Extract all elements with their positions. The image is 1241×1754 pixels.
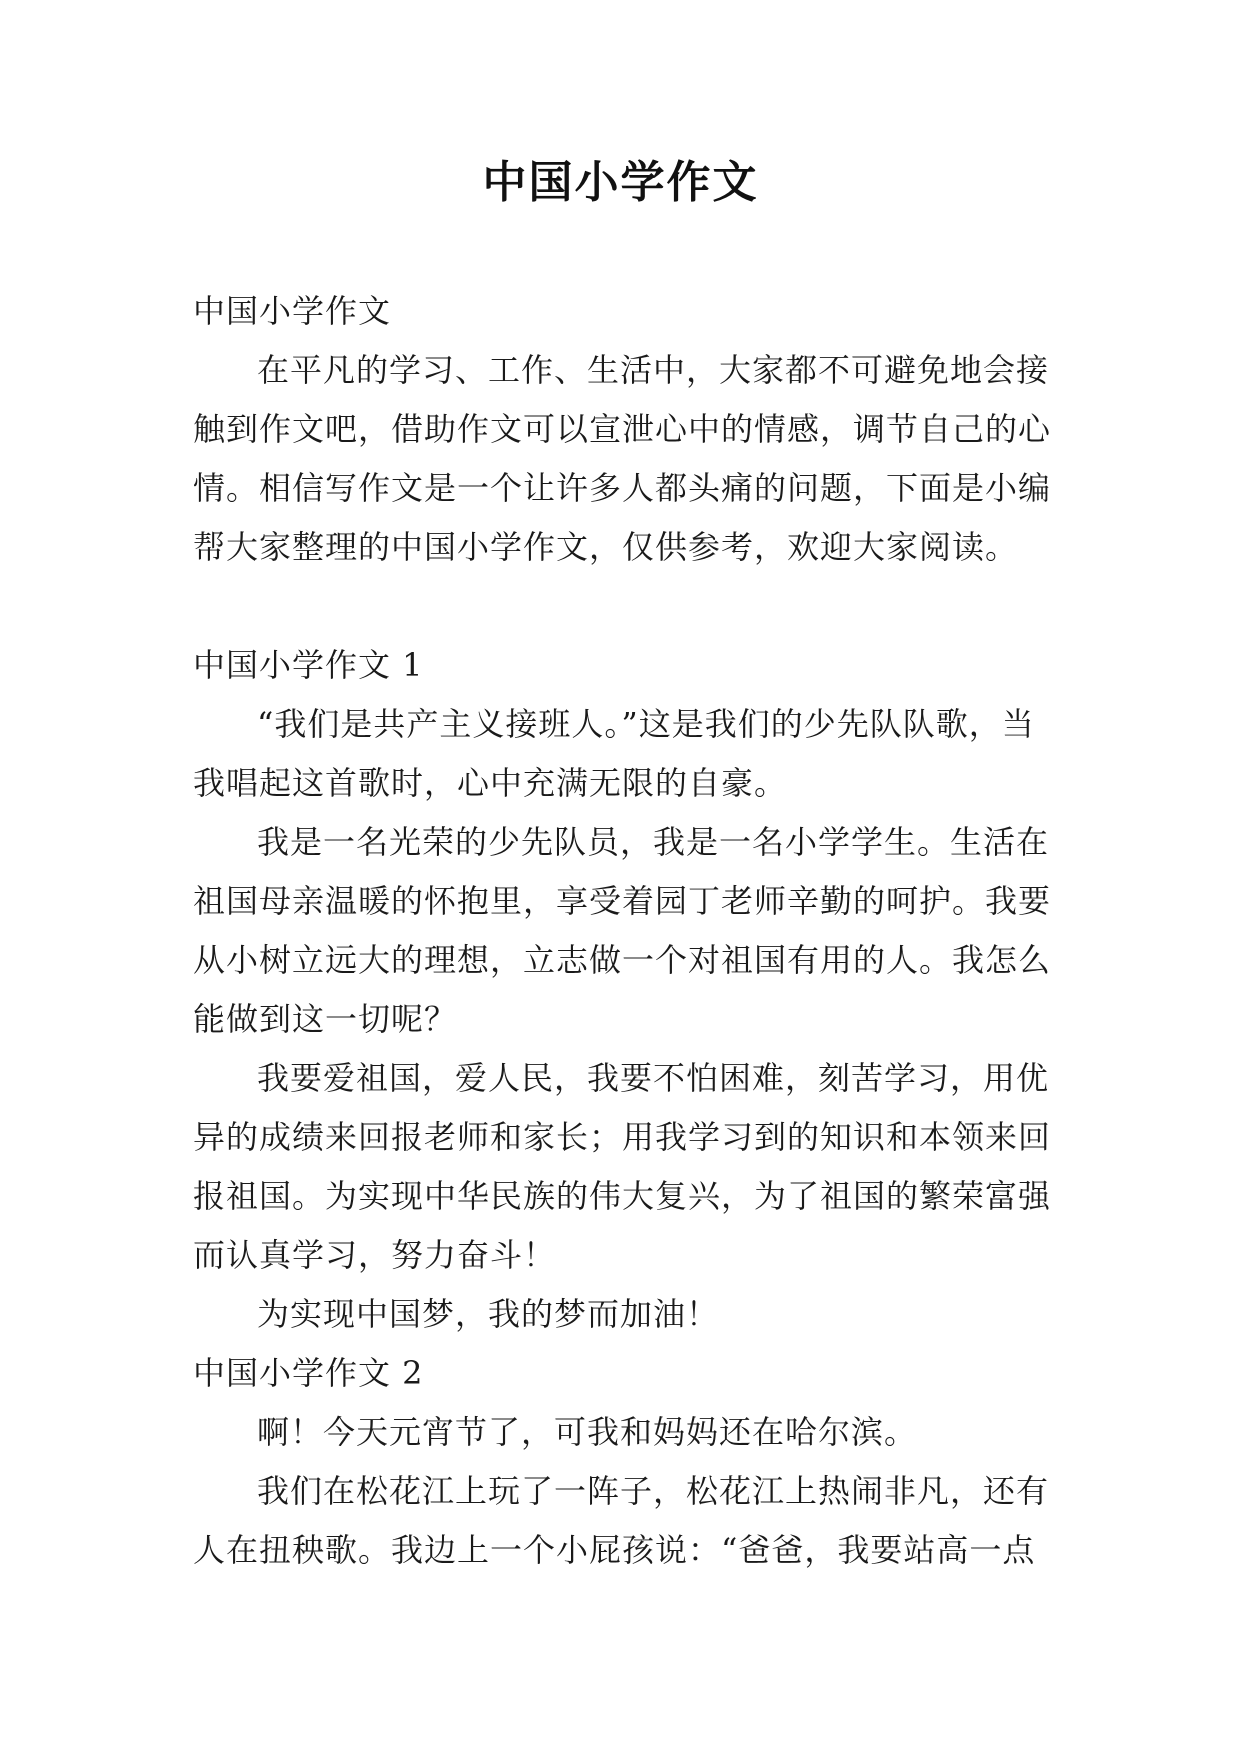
essay1-paragraph-1: “我们是共产主义接班人。”这是我们的少先队队歌，当我唱起这首歌时，心中充满无限的自豪。 <box>193 705 1035 802</box>
intro-heading: 中国小学作文 <box>193 292 392 330</box>
essay1-paragraph-4: 为实现中国梦，我的梦而加油！ <box>257 1295 720 1333</box>
essay1-heading: 中国小学作文 1 <box>193 646 424 684</box>
essay1-paragraph-2: 我是一名光荣的少先队员，我是一名小学学生。生活在祖国母亲温暖的怀抱里，享受着园丁老师辛勤的呵护。我要从小树立远大的理想，立志做一个对祖国有用的人。我怎么能做到这一切呢？ <box>193 823 1052 1038</box>
document-title: 中国小学作文 <box>482 157 759 208</box>
document-body <box>193 282 1053 1580</box>
essay1-paragraph-3: 我要爱祖国，爱人民，我要不怕困难，刻苦学习，用优异的成绩来回报老师和家长；用我学习到的知识和本领来回报祖国。为实现中华民族的伟大复兴，为了祖国的繁荣富强而认真学习，努力奋斗！ <box>193 1059 1052 1274</box>
intro-paragraph: 在平凡的学习、工作、生活中，大家都不可避免地会接触到作文吧，借助作文可以宣泄心中的情感，调节自己的心情。相信写作文是一个让许多人都头痛的问题，下面是小编帮大家整理的中国小学作文，仅供参考，欢迎大家阅读。 <box>193 351 1052 566</box>
section-spacer <box>193 577 1053 636</box>
essay2-paragraph-2: 我们在松花江上玩了一阵子，松花江上热闹非凡，还有人在扭秧歌。我边上一个小屁孩说：“爸爸，我要站高一点 <box>193 1472 1050 1569</box>
essay2-heading: 中国小学作文 2 <box>193 1354 424 1392</box>
essay2-paragraph-1: 啊！今天元宵节了，可我和妈妈还在哈尔滨。 <box>257 1413 918 1451</box>
